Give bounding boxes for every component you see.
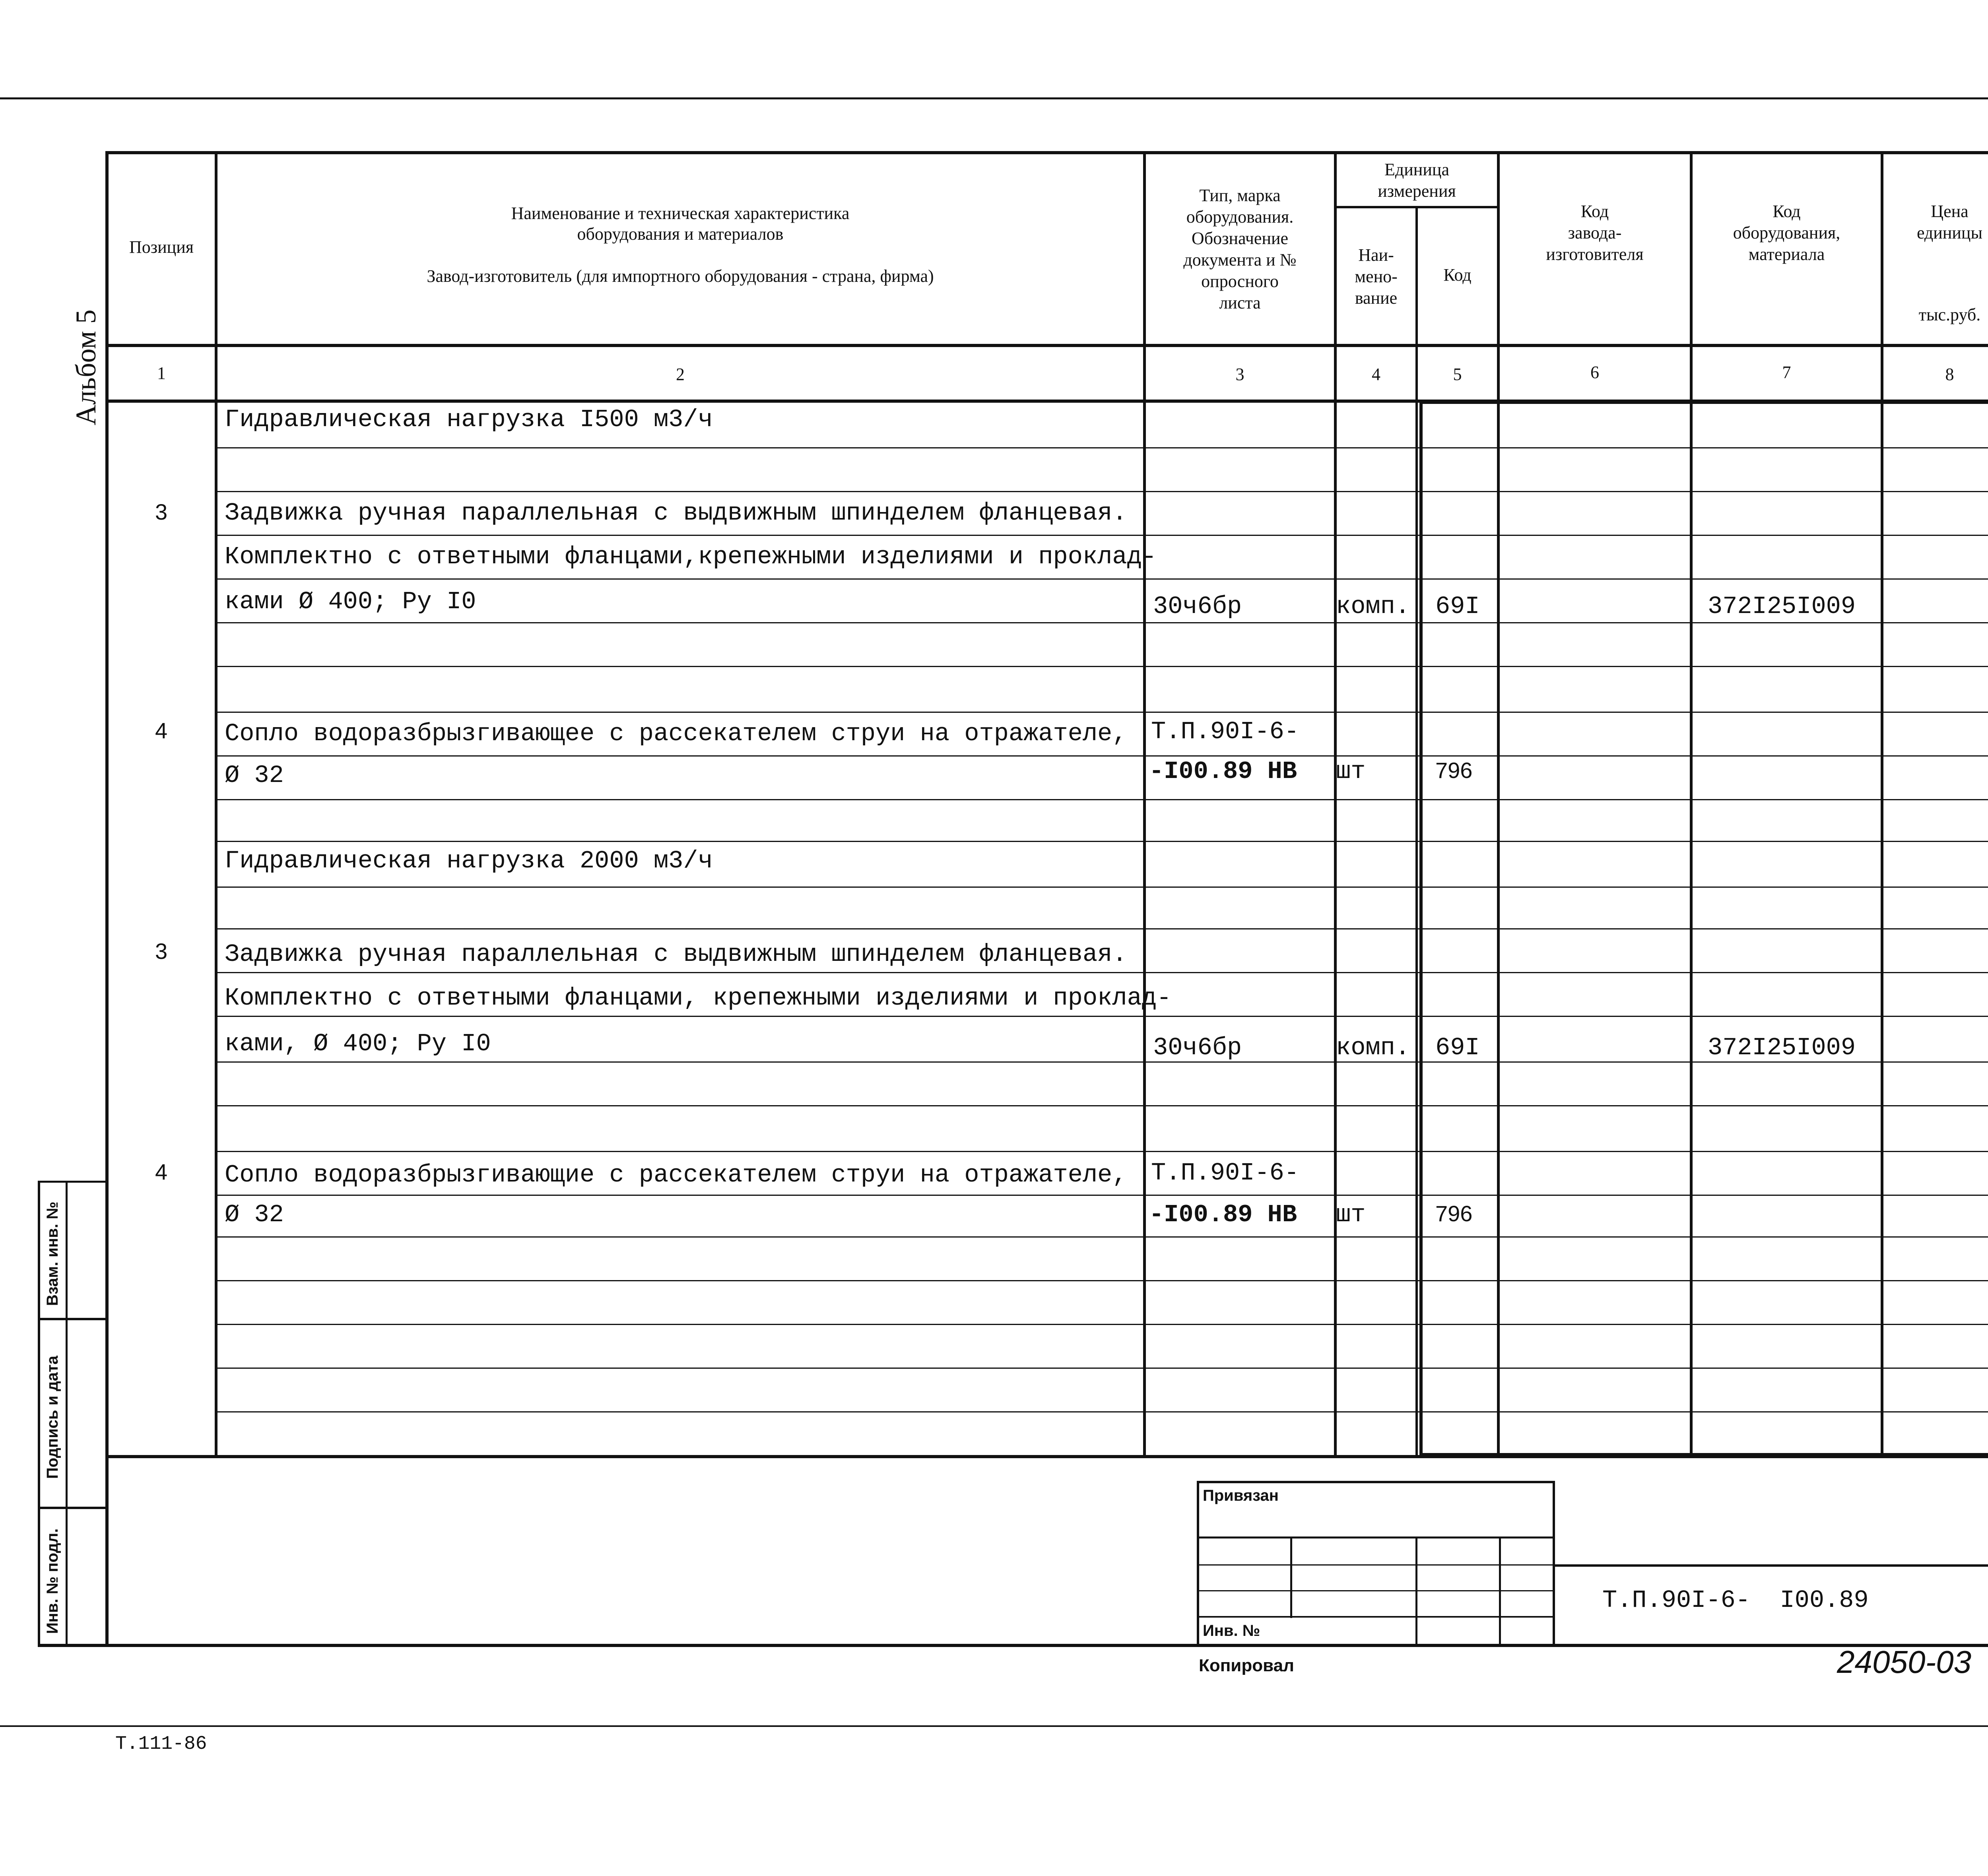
row-4-code: 69I [1435, 592, 1480, 621]
header-col8 [1883, 201, 1988, 244]
row-2-text: Задвижка ручная параллельная с выдвижным шпинделем фланцевая. [225, 499, 1127, 527]
col-sep-5 [1497, 151, 1500, 1457]
colnum-8: 8 [1945, 365, 1954, 384]
tb-grid-v3 [1499, 1536, 1501, 1646]
tb-grid-v1 [1290, 1536, 1292, 1618]
row-11-type: Т.П.90I-6- [1151, 1159, 1299, 1187]
table-bottom [38, 1644, 1988, 1647]
row-rule [217, 1324, 1988, 1325]
stamp-vzam: Взам. инв. № [44, 1201, 61, 1306]
colnum-1: 1 [157, 363, 166, 383]
colnum-2: 2 [676, 365, 685, 384]
row-11-pos: 4 [155, 1159, 168, 1184]
row-rule [217, 887, 1988, 888]
header-col8-l1: Цена [1931, 202, 1969, 221]
stamp-left [38, 1181, 40, 1646]
row-5-pos: 4 [155, 718, 168, 743]
row-9-text: Комплектно с ответными фланцами, крепежными изделиями и проклад- [225, 984, 1172, 1012]
row-10-mat: 372I25I009 [1708, 1034, 1856, 1062]
tb-code-top [1553, 1564, 1988, 1567]
header-unit-l2: измерения [1378, 181, 1456, 201]
tb-privyazan-left [1197, 1481, 1199, 1646]
tb-grid-h2 [1197, 1564, 1555, 1566]
row-6-unit: шт [1336, 757, 1366, 786]
row-rule [217, 712, 1988, 713]
header-col2-line1: Наименование и техническая характеристика [511, 204, 850, 223]
header-col3-l5: опросного [1201, 272, 1279, 291]
row-rule [217, 1105, 1988, 1106]
row-10-code: 69I [1435, 1034, 1480, 1062]
table-top [105, 151, 1988, 154]
colnum-4: 4 [1372, 365, 1380, 384]
row-5-text: Сопло водоразбрызгивающее с рассекателем струи на отражателе, [225, 720, 1127, 748]
footer-hand-number: 24050-03 [1837, 1644, 1972, 1680]
row-4-mat: 372I25I009 [1708, 592, 1856, 621]
row-10-text: ками, Ø 400; Ру I0 [225, 1030, 491, 1058]
tb-privyazan-right [1553, 1481, 1555, 1646]
tb-privyazan-top [1197, 1481, 1555, 1483]
row-10-unit: комп. [1336, 1034, 1410, 1062]
col-sep-4 [1415, 207, 1418, 1457]
col-sep-2 [1143, 151, 1146, 1457]
row-12-text: Ø 32 [225, 1201, 284, 1229]
row-rule [217, 1411, 1988, 1412]
row-rule [217, 928, 1988, 929]
stamp-inv: Инв. № подл. [44, 1528, 61, 1634]
row-rule [217, 622, 1988, 623]
tb-grid-h4 [1197, 1616, 1555, 1618]
row-6-code: 796 [1435, 758, 1473, 783]
stamp-sep2 [38, 1507, 107, 1509]
header-col7 [1693, 201, 1881, 265]
header-col4 [1337, 244, 1415, 309]
row-rule [217, 841, 1988, 842]
tb-grid-h3 [1197, 1590, 1555, 1591]
row-rule [217, 578, 1988, 580]
colnum-5: 5 [1453, 365, 1462, 384]
stamp-top [38, 1181, 107, 1183]
inner-box-bottom [1419, 1453, 1988, 1457]
row-rule [217, 1195, 1988, 1196]
row-8-text: Задвижка ручная параллельная с выдвижным шпинделем фланцевая. [225, 940, 1127, 968]
row-12-unit: шт [1336, 1201, 1366, 1229]
row-rule [217, 755, 1988, 757]
tb-privyazan: Привязан [1203, 1487, 1279, 1504]
row-4-type: 30ч6бр [1153, 592, 1242, 621]
header-col4-l2: мено- [1355, 267, 1398, 286]
row-rule [217, 972, 1988, 973]
row-7-text: Гидравлическая нагрузка 2000 м3/ч [225, 847, 713, 875]
header-col2-line2: оборудования и материалов [577, 224, 784, 244]
row-8-pos: 3 [155, 939, 168, 964]
col-sep-3 [1334, 151, 1337, 1457]
header-col8-l2: единицы [1916, 223, 1983, 243]
tb-grid-v2 [1415, 1536, 1417, 1646]
header-col6-l2: завода- [1568, 223, 1622, 243]
stamp-mid [66, 1181, 68, 1646]
row-rule [217, 447, 1988, 448]
header-col6-l1: Код [1580, 202, 1609, 221]
row-rule [217, 1016, 1988, 1017]
header-col3-l6: листа [1219, 293, 1261, 312]
header-unit-group [1337, 159, 1497, 202]
header-col4-l3: вание [1355, 288, 1398, 308]
header-col1: Позиция [129, 237, 194, 257]
header-col7-l1: Код [1773, 202, 1801, 221]
header-col3-l3: Обозначение [1191, 229, 1289, 248]
header-col6-l3: изготовителя [1546, 244, 1644, 264]
header-col3-l2: оборудования. [1186, 207, 1294, 227]
header-col8-unit: тыс.руб. [1918, 305, 1981, 324]
header-col4-l1: Наи- [1358, 245, 1394, 265]
tb-inv-no: Инв. № [1203, 1622, 1260, 1639]
row-6-text: Ø 32 [225, 761, 284, 790]
header-col7-l3: материала [1748, 244, 1825, 264]
stamp-podpis: Подпись и дата [44, 1356, 61, 1479]
row-rule [217, 1280, 1988, 1281]
header-col3 [1146, 185, 1334, 314]
row-12-code: 796 [1435, 1201, 1473, 1226]
header-col3-l4: документа и № [1183, 250, 1297, 270]
row-10-type: 30ч6бр [1153, 1034, 1242, 1062]
row-5-type: Т.П.90I-6- [1151, 718, 1299, 746]
row-rule [217, 1368, 1988, 1369]
row-11-text: Сопло водоразбрызгивающие с рассекателем струи на отражателе, [225, 1161, 1127, 1189]
inner-box-top [1419, 402, 1988, 404]
album-label: Альбом 5 [70, 309, 102, 425]
row-rule [217, 666, 1988, 667]
footer-kopiroval: Копировал [1199, 1656, 1295, 1675]
row-rule [217, 1151, 1988, 1152]
header-unit-l1: Единица [1384, 160, 1449, 179]
row-1-text: Гидравлическая нагрузка I500 м3/ч [225, 405, 713, 434]
row-2-pos: 3 [155, 499, 168, 524]
header-col6 [1500, 201, 1690, 265]
row-3-text: Комплектно с ответными фланцами,крепежными изделиями и проклад- [225, 543, 1157, 571]
row-rule [217, 535, 1988, 536]
header-col3-l1: Тип, марка [1199, 186, 1281, 205]
col-sep-1 [215, 151, 217, 1457]
colnum-3: 3 [1235, 365, 1244, 384]
header-col7-l2: оборудования, [1733, 223, 1840, 243]
footer-form-code: Т.111-86 [115, 1733, 207, 1755]
row-4-text: ками Ø 400; Ру I0 [225, 588, 476, 616]
frame-top [0, 97, 1988, 99]
frame-bottom [0, 1725, 1988, 1727]
header-col2-line3: Завод-изготовитель (для импортного оборудования - страна, фирма) [427, 266, 934, 286]
colnum-7: 7 [1782, 363, 1791, 382]
tb-grid-h1 [1197, 1536, 1555, 1538]
tb-doc-code: Т.П.90I-6- I00.89 [1602, 1586, 1869, 1614]
row-rule [217, 799, 1988, 800]
row-rule [217, 1236, 1988, 1238]
col-sep-6 [1690, 151, 1693, 1457]
stamp-sep1 [38, 1318, 107, 1320]
col-sep-7 [1881, 151, 1883, 1457]
row-4-unit: комп. [1336, 592, 1410, 621]
row-rule [217, 491, 1988, 492]
row-12-type: -I00.89 НВ [1149, 1201, 1297, 1229]
row-6-type: -I00.89 НВ [1149, 757, 1297, 786]
unit-group-bottom [1334, 206, 1499, 208]
header-bottom [105, 344, 1988, 347]
colnum-6: 6 [1590, 363, 1599, 382]
header-col5: Код [1443, 265, 1472, 285]
